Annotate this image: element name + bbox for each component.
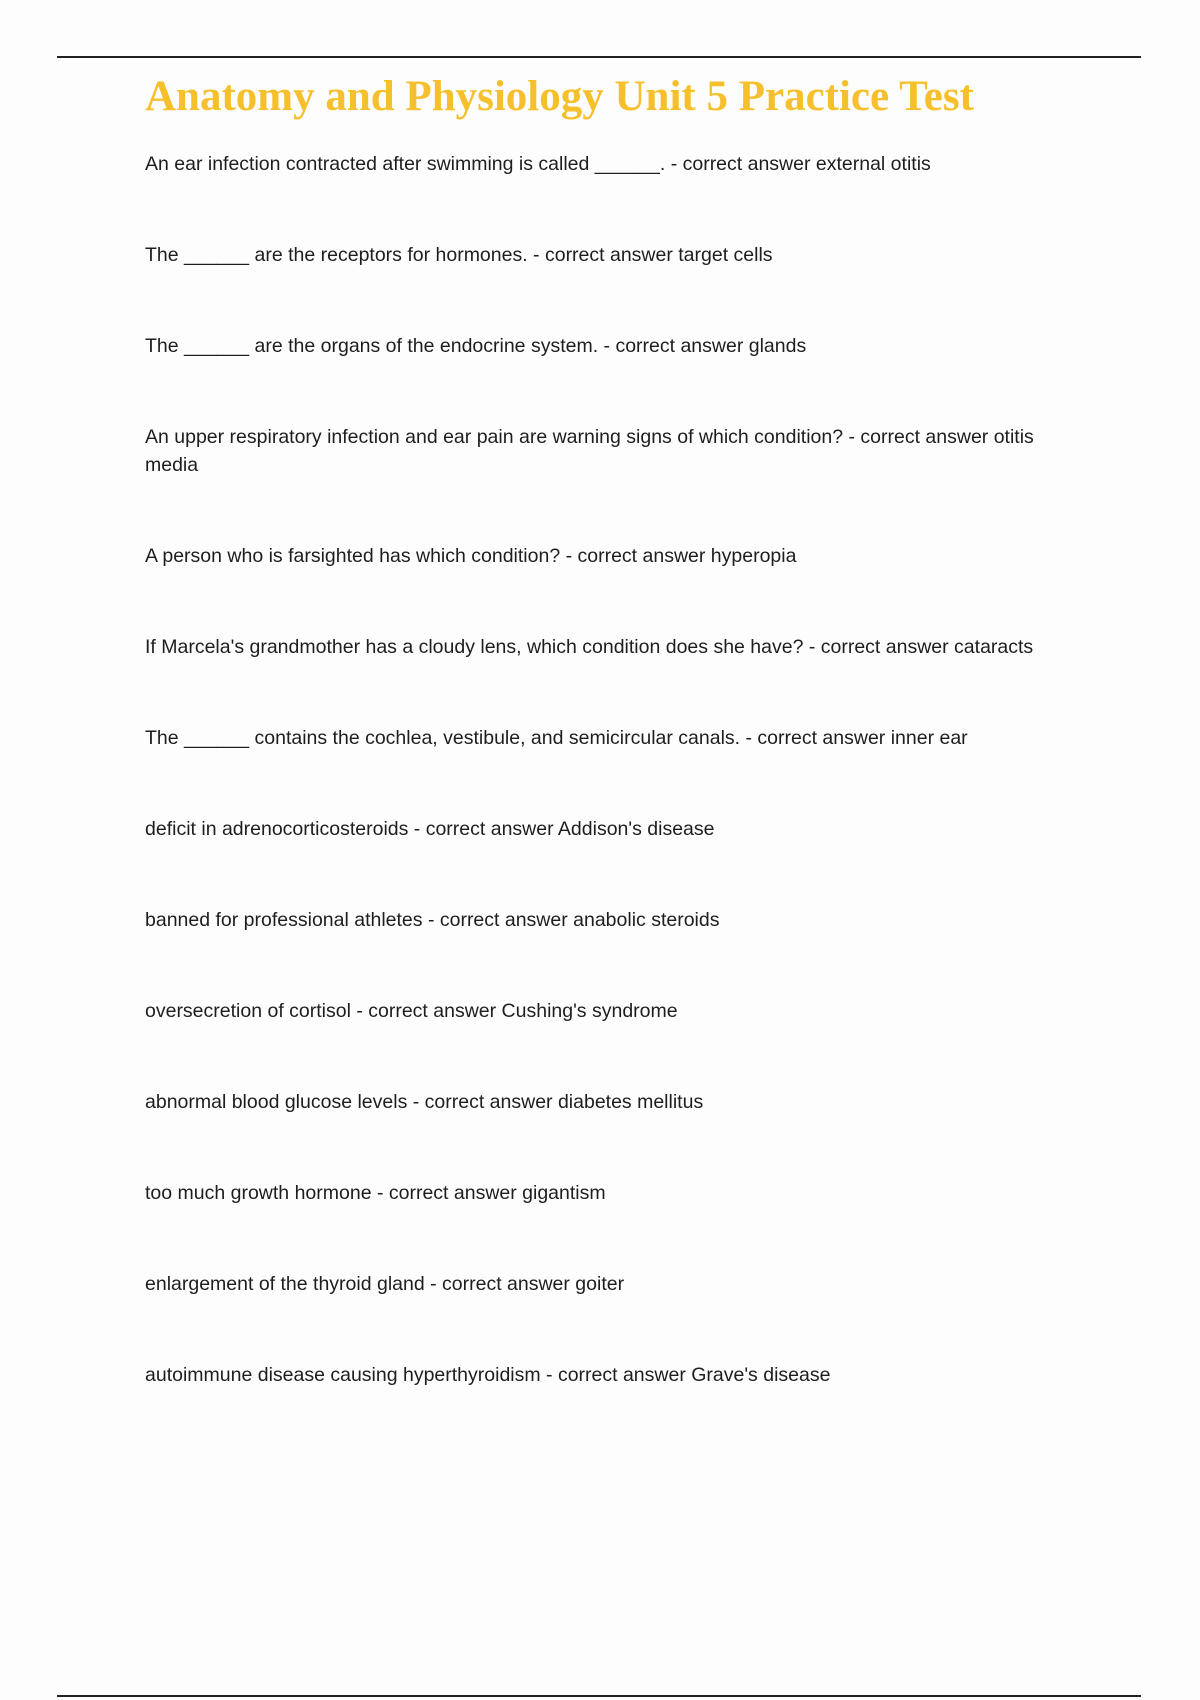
question-item: too much growth hormone - correct answer gigantism bbox=[145, 1182, 606, 1204]
question-item: If Marcela's grandmother has a cloudy lens, which condition does she have? - correct answer cataracts bbox=[145, 636, 1034, 658]
question-item: deficit in adrenocorticosteroids - correct answer Addison's disease bbox=[145, 818, 715, 840]
bottom-rule bbox=[57, 1695, 1141, 1697]
question-item: The ______ are the receptors for hormones. - correct answer target cells bbox=[145, 244, 773, 266]
question-item: The ______ contains the cochlea, vestibule, and semicircular canals. - correct answer inner ear bbox=[145, 727, 968, 749]
question-item: oversecretion of cortisol - correct answer Cushing's syndrome bbox=[145, 1000, 678, 1022]
top-rule bbox=[57, 56, 1141, 58]
page-title: Anatomy and Physiology Unit 5 Practice Test bbox=[145, 73, 974, 120]
question-item: An ear infection contracted after swimming is called ______. - correct answer external otitis bbox=[145, 153, 931, 175]
question-item: A person who is farsighted has which condition? - correct answer hyperopia bbox=[145, 545, 797, 567]
question-item: The ______ are the organs of the endocrine system. - correct answer glands bbox=[145, 335, 807, 357]
question-item: autoimmune disease causing hyperthyroidism - correct answer Grave's disease bbox=[145, 1364, 831, 1386]
question-item: An upper respiratory infection and ear pain are warning signs of which condition? - correct answer otitis media bbox=[145, 426, 1034, 476]
question-item: banned for professional athletes - correct answer anabolic steroids bbox=[145, 909, 720, 931]
question-item: enlargement of the thyroid gland - correct answer goiter bbox=[145, 1273, 625, 1295]
question-item: abnormal blood glucose levels - correct answer diabetes mellitus bbox=[145, 1091, 704, 1113]
